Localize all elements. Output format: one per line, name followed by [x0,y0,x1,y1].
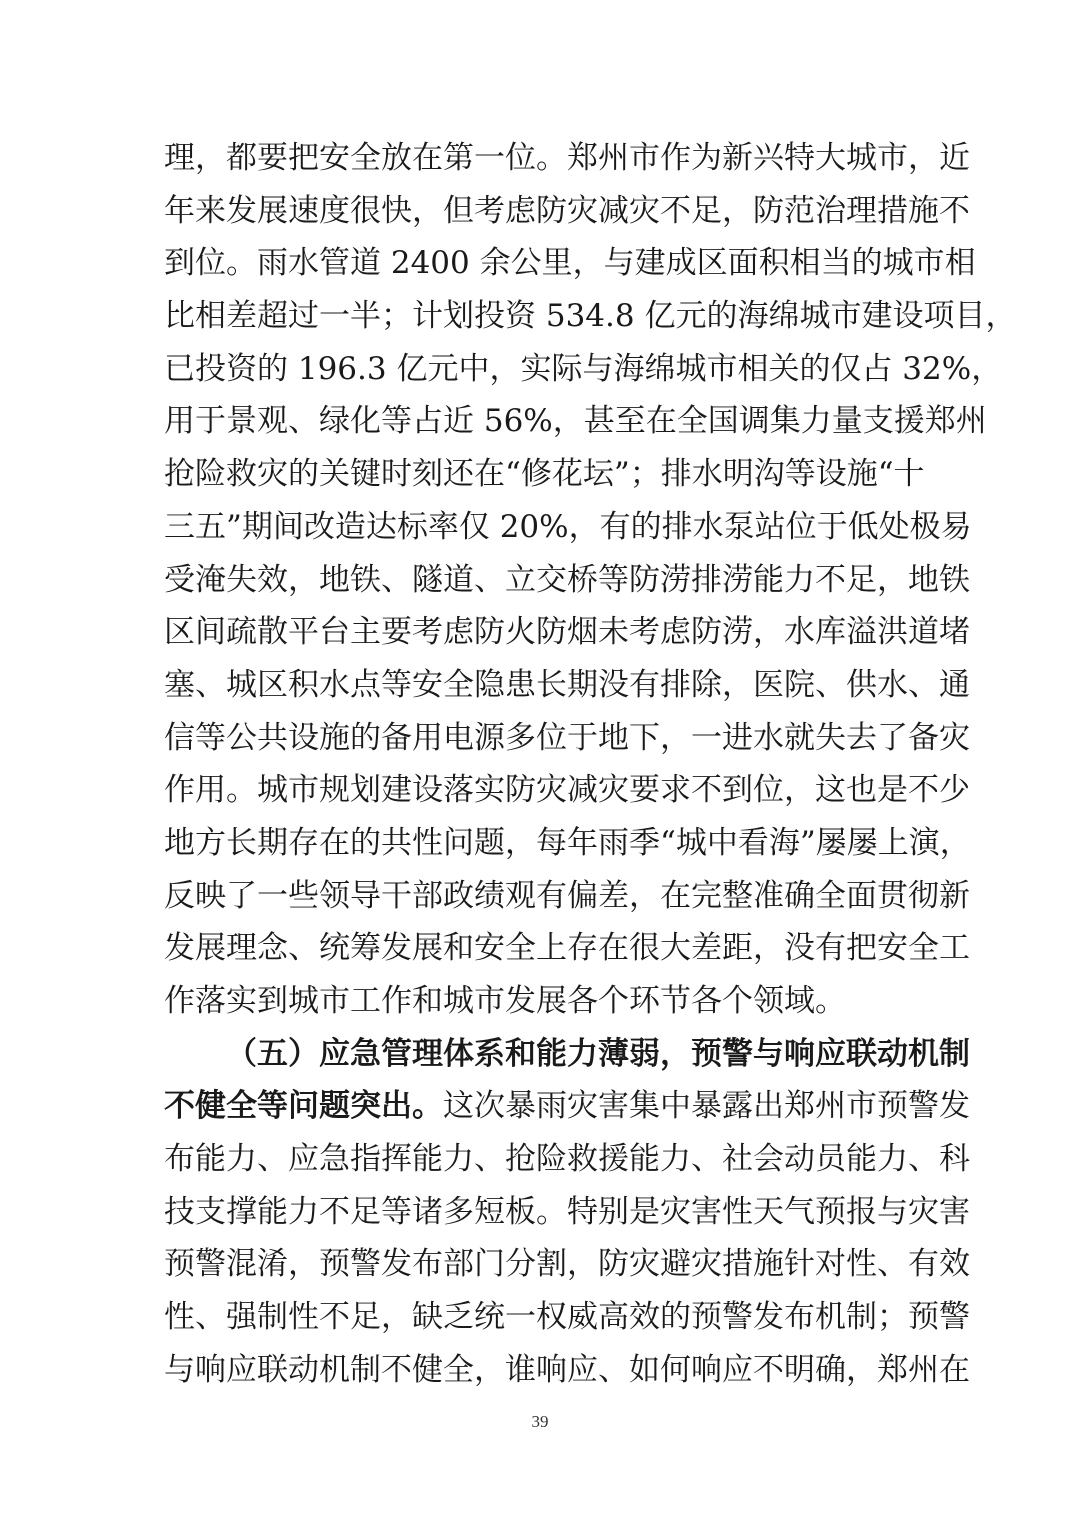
text-line: 区间疏散平台主要考虑防火防烟未考虑防涝，水库溢洪道堵 [164,614,970,651]
text-line-mixed [164,1080,970,1133]
text-line: 到位。雨水管道 2400 余公里，与建成区面积相当的城市相 [164,245,976,282]
text-line: 性、强制性不足，缺乏统一权威高效的预警发布机制；预警 [164,1299,970,1336]
text-line: 作落实到城市工作和城市发展各个环节各个领域。 [164,983,846,1019]
page-number: 39 [531,1412,549,1431]
text-line: 布能力、应急指挥能力、抢险救援能力、社会动员能力、科 [164,1141,970,1178]
text-line: 信等公共设施的备用电源多位于地下，一进水就失去了备灾 [164,719,970,756]
text-line: 已投资的 196.3 亿元中，实际与海绵城市相关的仅占 32%， [164,350,1003,387]
section-text: 这次暴雨灾害集中暴露出郑州市预警发 [443,1088,970,1125]
text-line: 地方长期存在的共性问题，每年雨季“城中看海”屡屡上演， [164,824,971,861]
section-heading: （五）应急管理体系和能力薄弱，预警与响应联动机制 [226,1035,970,1072]
text-line: 作用。城市规划建设落实防灾减灾要求不到位，这也是不少 [164,772,970,809]
text-line: 发展理念、统筹发展和安全上存在很大差距，没有把安全工 [164,930,970,967]
text-line: 塞、城区积水点等安全隐患长期没有排除，医院、供水、通 [164,666,970,703]
text-line: 年来发展速度很快，但考虑防灾减灾不足，防范治理措施不 [164,192,970,229]
text-line: 预警混淆，预警发布部门分割，防灾避灾措施针对性、有效 [164,1246,970,1283]
text-line: 理，都要把安全放在第一位。郑州市作为新兴特大城市，近 [164,140,970,176]
body-text [164,132,1017,1397]
text-line: 比相差超过一半；计划投资 534.8 亿元的海绵城市建设项目， [164,298,1017,335]
text-line: 反映了一些领导干部政绩观有偏差，在完整准确全面贯彻新 [164,877,970,914]
text-line: 与响应联动机制不健全，谁响应、如何响应不明确，郑州在 [164,1351,970,1388]
text-line: 三五”期间改造达标率仅 20%，有的排水泵站位于低处极易 [164,508,972,545]
text-line: 抢险救灾的关键时刻还在“修花坛”；排水明沟等设施“十 [164,456,925,493]
text-line: 技支撑能力不足等诸多短板。特别是灾害性天气预报与灾害 [164,1193,970,1230]
section-heading-continued: 不健全等问题突出。 [164,1088,443,1125]
text-line: 用于景观、绿化等占近 56%，甚至在全国调集力量支援郑州 [164,403,987,440]
text-line: 受淹失效，地铁、隧道、立交桥等防涝排涝能力不足，地铁 [164,561,970,598]
